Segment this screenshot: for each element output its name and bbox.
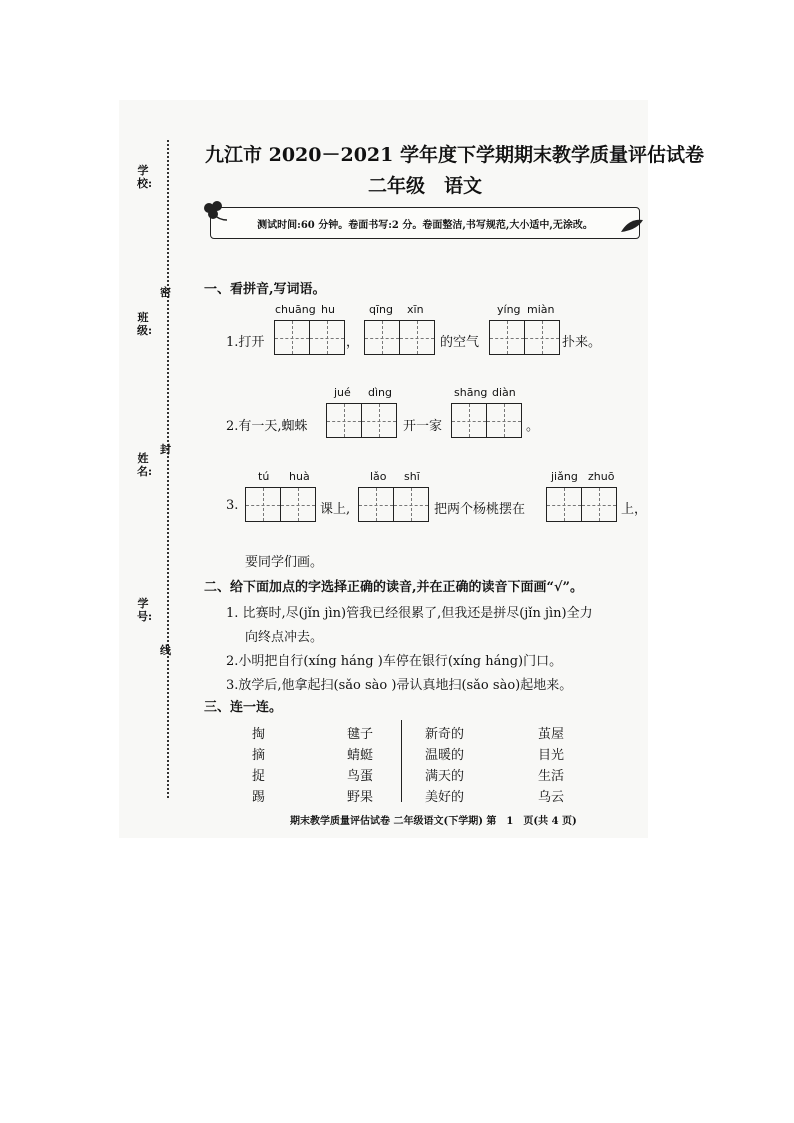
match-noun-3[interactable]: 鸟蛋 bbox=[347, 769, 374, 784]
pinyin-chuang: chuāng bbox=[275, 303, 316, 316]
match-target-2[interactable]: 目光 bbox=[538, 748, 565, 763]
instructions-banner bbox=[210, 207, 640, 239]
match-noun-2[interactable]: 蜻蜓 bbox=[347, 748, 374, 763]
pinyin-jue: jué bbox=[334, 386, 351, 399]
q3-mid2: 把两个杨桃摆在 bbox=[434, 502, 526, 517]
q3-prefix: 3. bbox=[226, 498, 239, 513]
pinyin-ding: dìng bbox=[368, 386, 392, 399]
pinyin-mian: miàn bbox=[527, 303, 555, 316]
match-noun-1[interactable]: 毽子 bbox=[347, 727, 374, 742]
pinyin-hua: huà bbox=[289, 470, 310, 483]
answer-boxes-qingxin[interactable] bbox=[364, 320, 435, 355]
match-adj-1[interactable]: 新奇的 bbox=[425, 727, 465, 742]
section2-item-1: 1. 比赛时,尽(jǐn jìn)管我已经很累了,但我还是拼尽(jǐn jìn)全力 bbox=[226, 606, 593, 621]
match-adj-4[interactable]: 美好的 bbox=[425, 790, 465, 805]
q3-mid1: 课上, bbox=[320, 502, 351, 517]
pinyin-tu: tú bbox=[258, 470, 270, 483]
matching-divider bbox=[401, 720, 402, 802]
pinyin-lao: lǎo bbox=[370, 470, 387, 483]
match-verb-4[interactable]: 踢 bbox=[252, 790, 266, 805]
pinyin-qing: qīng bbox=[369, 303, 393, 316]
q1-comma: ， bbox=[346, 335, 360, 350]
answer-boxes-jueding[interactable] bbox=[326, 403, 397, 438]
pinyin-jiang: jiǎng bbox=[551, 470, 578, 483]
school-label: 学校: bbox=[137, 164, 153, 190]
q1-prefix: 1.打开 bbox=[226, 335, 265, 350]
q2-prefix: 2.有一天,蜘蛛 bbox=[226, 419, 308, 434]
answer-boxes-tuhua[interactable] bbox=[245, 487, 316, 522]
q2-mid: 开一家 bbox=[403, 419, 443, 434]
match-verb-3[interactable]: 捉 bbox=[252, 769, 266, 784]
instructions-text: 测试时间:60 分钟。卷面书写:2 分。卷面整洁,书写规范,大小适中,无涂改。 bbox=[257, 220, 593, 231]
match-verb-1[interactable]: 掏 bbox=[252, 727, 266, 742]
section2-item-2: 2.小明把自行(xíng háng )车停在银行(xíng háng)门口。 bbox=[226, 654, 563, 669]
name-label: 姓名: bbox=[137, 452, 153, 478]
answer-boxes-laoshi[interactable] bbox=[358, 487, 429, 522]
match-noun-4[interactable]: 野果 bbox=[347, 790, 374, 805]
q2-suffix: 。 bbox=[526, 419, 540, 434]
pinyin-shi: shī bbox=[404, 470, 420, 483]
exam-title: 九江市 2020－2021 学年度下学期期末教学质量评估试卷 bbox=[205, 144, 704, 166]
answer-boxes-jiangzhuo[interactable] bbox=[546, 487, 617, 522]
section2-item-1-cont: 向终点冲去。 bbox=[245, 630, 324, 645]
q3-suffix: 上， bbox=[621, 502, 648, 517]
pinyin-xin: xīn bbox=[407, 303, 424, 316]
student-id-label: 学号: bbox=[137, 597, 153, 623]
seal-xian: 线 bbox=[160, 644, 171, 657]
match-verb-2[interactable]: 摘 bbox=[252, 748, 266, 763]
pinyin-zhuo: zhuō bbox=[588, 470, 615, 483]
section1-heading: 一、看拼音,写词语。 bbox=[204, 282, 326, 297]
pinyin-dian: diàn bbox=[492, 386, 516, 399]
match-target-1[interactable]: 茧屋 bbox=[538, 727, 565, 742]
binding-dotted-line bbox=[167, 140, 169, 798]
match-target-4[interactable]: 乌云 bbox=[538, 790, 565, 805]
pinyin-shang: shāng bbox=[454, 386, 488, 399]
pinyin-hu: hu bbox=[321, 303, 335, 316]
section2-item-3: 3.放学后,他拿起扫(sǎo sào )帚认真地扫(sǎo sào)起地来。 bbox=[226, 678, 573, 693]
answer-boxes-chuanghu[interactable] bbox=[274, 320, 345, 355]
seal-mi: 密 bbox=[160, 286, 171, 299]
section3-heading: 三、连一连。 bbox=[204, 700, 283, 715]
seal-feng: 封 bbox=[160, 443, 171, 456]
page-footer: 期末教学质量评估试卷 二年级语文(下学期) 第 1 页(共 4 页) bbox=[290, 816, 577, 827]
match-adj-3[interactable]: 满天的 bbox=[425, 769, 465, 784]
q1-suffix: 扑来。 bbox=[562, 335, 602, 350]
q1-mid: 的空气 bbox=[440, 335, 480, 350]
match-adj-2[interactable]: 温暖的 bbox=[425, 748, 465, 763]
pinyin-ying: yíng bbox=[497, 303, 521, 316]
answer-boxes-yingmian[interactable] bbox=[489, 320, 560, 355]
q3-continuation: 要同学们画。 bbox=[245, 555, 324, 570]
section2-heading: 二、给下面加点的字选择正确的读音,并在正确的读音下面画“√”。 bbox=[204, 580, 584, 595]
class-label: 班级: bbox=[137, 311, 153, 337]
exam-subtitle: 二年级 语文 bbox=[367, 175, 482, 197]
match-target-3[interactable]: 生活 bbox=[538, 769, 565, 784]
answer-boxes-shangdian[interactable] bbox=[451, 403, 522, 438]
